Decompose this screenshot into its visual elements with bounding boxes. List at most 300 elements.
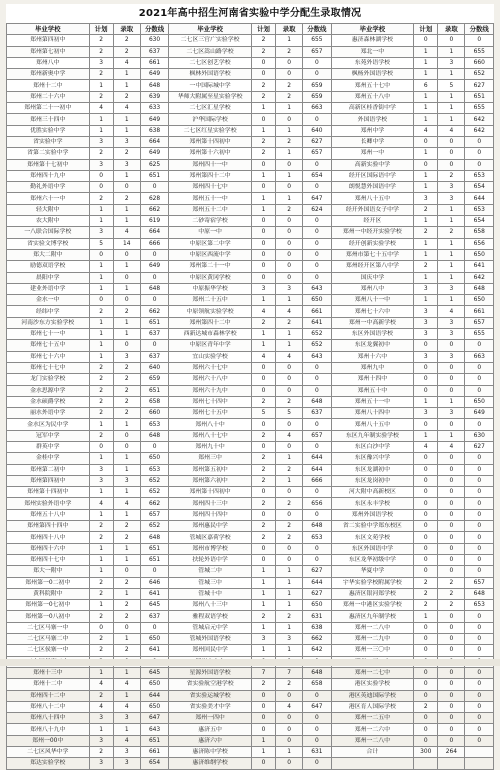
plan-cell: 2	[414, 227, 438, 238]
admitted-cell: 4	[438, 306, 465, 317]
column-header: 分数线	[140, 24, 168, 35]
plan-cell: 5	[251, 408, 275, 419]
score-cell: 0	[465, 713, 494, 724]
school-cell: 惠济森林湖学校	[331, 35, 414, 46]
score-cell: 648	[303, 521, 331, 532]
table-row	[7, 148, 494, 159]
school-cell: 郑州中学	[331, 125, 414, 136]
school-cell: 郑州五十中	[331, 385, 414, 396]
score-cell: 651	[140, 385, 168, 396]
school-cell: 郑州一二九中	[331, 634, 414, 645]
score-cell: 650	[465, 396, 494, 407]
score-cell: 0	[465, 554, 494, 565]
score-cell: 0	[465, 735, 494, 746]
plan-cell: 1	[251, 125, 275, 136]
admitted-cell: 1	[113, 329, 140, 340]
score-cell: 0	[140, 295, 168, 306]
score-cell: 661	[465, 306, 494, 317]
school-cell: 二七区马寨二中	[7, 634, 90, 645]
admitted-cell: 0	[438, 498, 465, 509]
school-cell: 郑州惠民中学	[169, 521, 252, 532]
plan-cell: 1	[89, 351, 113, 362]
school-cell: 郑州八中	[7, 57, 90, 68]
table-row	[7, 487, 494, 498]
school-cell: 郑州四十一中	[169, 159, 252, 170]
admitted-cell: 4	[276, 701, 303, 712]
score-cell: 661	[140, 57, 168, 68]
table-row	[7, 543, 494, 554]
plan-cell: 0	[251, 441, 275, 452]
table-row	[7, 204, 494, 215]
score-cell: 656	[303, 498, 331, 509]
score-cell: 648	[303, 396, 331, 407]
school-cell: 郑州一三〇中	[331, 645, 414, 656]
table-row	[7, 634, 494, 645]
plan-cell: 1	[89, 216, 113, 227]
admitted-cell	[438, 758, 465, 769]
score-cell: 654	[465, 182, 494, 193]
school-cell: 郑州八十四中	[7, 713, 90, 724]
admitted-cell: 2	[113, 600, 140, 611]
admitted-cell: 1	[113, 588, 140, 599]
table-row	[7, 509, 494, 520]
admitted-cell: 2	[276, 498, 303, 509]
plan-cell: 1	[414, 249, 438, 260]
admitted-cell: 264	[438, 747, 465, 758]
plan-cell: 0	[414, 498, 438, 509]
plan-cell: 1	[414, 295, 438, 306]
admitted-cell: 0	[438, 464, 465, 475]
column-header: 分数线	[303, 24, 331, 35]
score-cell: 650	[303, 600, 331, 611]
table-header-row	[7, 24, 494, 35]
admitted-cell: 5	[438, 80, 465, 91]
admitted-cell: 0	[438, 136, 465, 147]
plan-cell: 1	[251, 622, 275, 633]
plan-cell: 1	[89, 340, 113, 351]
admitted-cell: 1	[438, 430, 465, 441]
plan-cell: 0	[414, 713, 438, 724]
school-cell: 郑州第一0二初中	[7, 577, 90, 588]
plan-cell: 0	[251, 374, 275, 385]
plan-cell: 0	[414, 374, 438, 385]
plan-cell: 2	[251, 46, 275, 57]
school-cell: 枫杨外国语学校	[331, 69, 414, 80]
school-cell: 沪华国际学校	[169, 114, 252, 125]
score-cell: 657	[465, 317, 494, 328]
school-cell: 郑州八中	[331, 283, 414, 294]
admitted-cell: 2	[276, 396, 303, 407]
score-cell: 652	[140, 475, 168, 486]
plan-cell: 3	[414, 193, 438, 204]
plan-cell: 2	[251, 430, 275, 441]
admitted-cell: 3	[113, 713, 140, 724]
plan-cell: 2	[251, 679, 275, 690]
plan-cell: 5	[89, 238, 113, 249]
school-cell: 郑州第一0七初中	[7, 600, 90, 611]
school-cell: 东区外国语学校	[331, 329, 414, 340]
admitted-cell: 3	[438, 408, 465, 419]
admitted-cell: 0	[276, 159, 303, 170]
plan-cell: 0	[251, 690, 275, 701]
school-cell: 郑州九十中	[169, 441, 252, 452]
plan-cell: 0	[251, 57, 275, 68]
admitted-cell: 0	[438, 362, 465, 373]
admitted-cell: 1	[276, 600, 303, 611]
school-cell: 郑州四十八中	[7, 532, 90, 543]
plan-cell: 0	[251, 543, 275, 554]
plan-cell: 0	[414, 690, 438, 701]
score-cell: 649	[140, 69, 168, 80]
school-cell: 河大附中高新校区	[331, 487, 414, 498]
plan-cell: 1	[89, 80, 113, 91]
admitted-cell: 0	[276, 69, 303, 80]
school-cell: 郑州五十二中	[169, 204, 252, 215]
admitted-cell: 3	[113, 475, 140, 486]
school-cell: 管城三中	[169, 577, 252, 588]
school-cell: 郑州五十一中	[331, 396, 414, 407]
plan-cell: 0	[89, 295, 113, 306]
plan-cell: 1	[89, 667, 113, 678]
table-row	[7, 351, 494, 362]
score-cell: 0	[303, 690, 331, 701]
score-cell: 655	[465, 46, 494, 57]
school-cell: 郑州十六中	[331, 351, 414, 362]
plan-cell: 0	[251, 487, 275, 498]
school-cell: 郑州四十九中	[7, 170, 90, 181]
table-row	[7, 667, 494, 678]
school-cell: 省二实验中学郑东校区	[331, 521, 414, 532]
plan-cell: 0	[251, 261, 275, 272]
school-cell: 西新达城市森林学校	[169, 329, 252, 340]
admitted-cell: 4	[438, 441, 465, 452]
school-cell: 管城区嘉荷学校	[169, 532, 252, 543]
score-cell: 645	[140, 667, 168, 678]
admitted-cell: 0	[276, 261, 303, 272]
score-cell: 644	[303, 464, 331, 475]
score-cell: 652	[303, 340, 331, 351]
score-cell: 639	[140, 91, 168, 102]
score-cell: 0	[465, 498, 494, 509]
plan-cell	[414, 758, 438, 769]
plan-cell: 2	[89, 645, 113, 656]
school-cell: 郑州一二六中	[331, 724, 414, 735]
column-header: 录取	[438, 24, 465, 35]
school-cell: 经纬中学	[7, 306, 90, 317]
admitted-cell: 1	[438, 46, 465, 57]
score-cell: 648	[303, 667, 331, 678]
admitted-cell: 3	[438, 283, 465, 294]
admitted-cell: 1	[438, 103, 465, 114]
school-cell: 星源外国语学校	[169, 667, 252, 678]
school-cell: 郑州四十二中	[7, 690, 90, 701]
school-cell: 东区龙湖初中	[331, 464, 414, 475]
score-cell: 0	[303, 69, 331, 80]
school-cell: 郑州第四十二中	[169, 170, 252, 181]
school-cell: 郑州六十七中	[169, 362, 252, 373]
school-cell: 郑州六十一中	[7, 193, 90, 204]
admitted-cell: 1	[113, 80, 140, 91]
school-cell: 郑州七十七中	[7, 362, 90, 373]
plan-cell: 0	[251, 701, 275, 712]
admitted-cell: 0	[438, 148, 465, 159]
admitted-cell: 3	[276, 634, 303, 645]
score-cell: 653	[465, 170, 494, 181]
admitted-cell: 2	[438, 170, 465, 181]
admitted-cell: 1	[276, 35, 303, 46]
school-cell: 优胜实验中学	[7, 125, 90, 136]
score-cell: 0	[465, 611, 494, 622]
plan-cell: 1	[251, 600, 275, 611]
plan-cell: 1	[89, 283, 113, 294]
plan-cell: 1	[251, 588, 275, 599]
plan-cell: 0	[89, 249, 113, 260]
score-cell: 655	[465, 329, 494, 340]
admitted-cell: 1	[276, 645, 303, 656]
plan-cell: 2	[89, 46, 113, 57]
school-cell: 中原区第二中学	[169, 238, 252, 249]
plan-cell: 2	[89, 577, 113, 588]
score-cell: 663	[303, 103, 331, 114]
admitted-cell: 1	[276, 148, 303, 159]
plan-cell: 2	[251, 80, 275, 91]
school-cell: 郑达实验学校	[7, 758, 90, 769]
plan-cell: 0	[251, 182, 275, 193]
admitted-cell: 1	[113, 453, 140, 464]
school-cell: 郑州第十七初中	[7, 159, 90, 170]
admitted-cell: 0	[276, 385, 303, 396]
score-cell: 652	[140, 487, 168, 498]
admitted-cell: 0	[276, 758, 303, 769]
plan-cell: 1	[89, 261, 113, 272]
table-row	[7, 69, 494, 80]
school-cell: 郑州十三中	[7, 667, 90, 678]
school-cell: 郑州八十中	[169, 419, 252, 430]
plan-cell: 3	[414, 408, 438, 419]
score-cell: 660	[465, 57, 494, 68]
admitted-cell: 1	[438, 249, 465, 260]
score-cell: 0	[465, 566, 494, 577]
admitted-cell: 0	[438, 690, 465, 701]
score-cell: 0	[465, 487, 494, 498]
school-cell: 高新实验中学	[331, 159, 414, 170]
plan-cell: 2	[414, 701, 438, 712]
school-cell: 冠军中学	[7, 430, 90, 441]
admitted-cell: 0	[276, 362, 303, 373]
table-row	[7, 453, 494, 464]
admitted-cell: 3	[113, 159, 140, 170]
table-row	[7, 419, 494, 430]
school-cell: 郑州第六初中	[169, 475, 252, 486]
score-cell: 640	[140, 362, 168, 373]
plan-cell: 1	[414, 182, 438, 193]
score-cell: 0	[465, 464, 494, 475]
admitted-cell: 2	[113, 385, 140, 396]
plan-cell: 0	[251, 509, 275, 520]
plan-cell: 0	[89, 622, 113, 633]
admitted-cell: 0	[438, 340, 465, 351]
school-cell: 中原一中	[169, 227, 252, 238]
score-cell: 0	[465, 701, 494, 712]
admitted-cell: 4	[113, 57, 140, 68]
school-cell: 郑州市博学校	[169, 543, 252, 554]
plan-cell: 3	[414, 283, 438, 294]
score-cell	[465, 747, 494, 758]
school-cell: 郑州八十五中	[331, 193, 414, 204]
table-row	[7, 747, 494, 758]
school-cell: 郑州四十七中	[169, 182, 252, 193]
school-cell: 二七区创艺学校	[169, 57, 252, 68]
score-cell: 0	[465, 475, 494, 486]
table-row	[7, 35, 494, 46]
table-row	[7, 46, 494, 57]
admitted-cell: 1	[276, 577, 303, 588]
school-cell: 枫林外国语学校	[169, 69, 252, 80]
plan-cell: 300	[414, 747, 438, 758]
plan-cell: 1	[414, 114, 438, 125]
plan-cell: 0	[414, 554, 438, 565]
score-cell: 630	[465, 430, 494, 441]
table-row	[7, 103, 494, 114]
school-cell: 金桂中学	[7, 453, 90, 464]
admitted-cell: 0	[113, 566, 140, 577]
plan-cell: 3	[89, 735, 113, 746]
table-row	[7, 600, 494, 611]
admitted-cell: 2	[113, 193, 140, 204]
plan-cell: 0	[414, 453, 438, 464]
admitted-cell: 1	[113, 170, 140, 181]
score-cell: 638	[140, 125, 168, 136]
admitted-cell: 0	[276, 713, 303, 724]
plan-cell: 0	[414, 667, 438, 678]
plan-cell: 1	[414, 170, 438, 181]
admitted-cell: 1	[113, 634, 140, 645]
school-cell: 郑州十二中	[7, 80, 90, 91]
table-row	[7, 758, 494, 769]
admitted-cell: 3	[438, 317, 465, 328]
plan-cell: 3	[414, 329, 438, 340]
admitted-cell: 1	[113, 554, 140, 565]
score-cell	[465, 758, 494, 769]
plan-cell: 0	[251, 159, 275, 170]
admitted-cell: 2	[276, 80, 303, 91]
admitted-cell: 0	[276, 216, 303, 227]
score-cell: 649	[465, 408, 494, 419]
score-cell: 0	[465, 521, 494, 532]
plan-cell: 2	[251, 532, 275, 543]
school-cell: 高新区桂香街中学	[331, 103, 414, 114]
school-cell: 管城十中	[169, 588, 252, 599]
plan-cell: 1	[251, 566, 275, 577]
admitted-cell: 0	[438, 713, 465, 724]
school-cell: 郑州九中	[331, 362, 414, 373]
school-cell: 中原振华学校	[169, 283, 252, 294]
table-row	[7, 532, 494, 543]
school-cell: 郑大一附中	[7, 566, 90, 577]
plan-cell: 2	[414, 261, 438, 272]
admitted-cell: 3	[113, 758, 140, 769]
table-row	[7, 690, 494, 701]
plan-cell: 2	[89, 521, 113, 532]
school-cell: 省实验航空港学校	[169, 679, 252, 690]
score-cell: 651	[140, 554, 168, 565]
school-cell: 励德双语学校	[7, 261, 90, 272]
school-cell: 金水区为民中学	[7, 419, 90, 430]
score-cell: 628	[140, 193, 168, 204]
score-cell: 0	[303, 735, 331, 746]
plan-cell: 2	[89, 362, 113, 373]
plan-cell: 0	[251, 724, 275, 735]
plan-cell: 2	[89, 532, 113, 543]
column-header: 毕业学校	[7, 24, 90, 35]
admitted-cell: 1	[276, 125, 303, 136]
score-cell: 0	[303, 758, 331, 769]
score-cell: 659	[140, 374, 168, 385]
school-cell: 郑州八十九中	[7, 724, 90, 735]
admitted-cell: 0	[438, 453, 465, 464]
admitted-cell: 0	[276, 374, 303, 385]
score-cell: 650	[465, 295, 494, 306]
score-cell: 666	[303, 475, 331, 486]
admitted-cell: 2	[276, 91, 303, 102]
admitted-cell: 7	[276, 667, 303, 678]
admitted-cell: 2	[276, 464, 303, 475]
table-row	[7, 588, 494, 599]
plan-cell: 1	[89, 125, 113, 136]
score-cell: 637	[140, 46, 168, 57]
plan-cell: 1	[414, 216, 438, 227]
school-cell: 郑州第四十四中	[7, 521, 90, 532]
plan-cell: 0	[251, 238, 275, 249]
table-row	[7, 498, 494, 509]
school-cell: 惠济区九年制学校	[331, 611, 414, 622]
plan-cell: 1	[89, 600, 113, 611]
score-cell: 666	[140, 238, 168, 249]
school-cell: 惠济陈中学校	[169, 747, 252, 758]
score-cell: 650	[140, 453, 168, 464]
admitted-cell: 5	[276, 408, 303, 419]
plan-cell: 0	[414, 136, 438, 147]
score-cell: 662	[303, 634, 331, 645]
plan-cell: 3	[89, 713, 113, 724]
plan-cell: 1	[414, 57, 438, 68]
table-row	[7, 170, 494, 181]
admitted-cell: 2	[113, 611, 140, 622]
score-cell: 0	[140, 249, 168, 260]
admitted-cell: 0	[438, 419, 465, 430]
score-cell: 0	[303, 713, 331, 724]
school-cell: 港区实验学校	[331, 679, 414, 690]
score-cell: 0	[140, 566, 168, 577]
score-cell: 651	[140, 543, 168, 554]
admitted-cell: 3	[276, 283, 303, 294]
plan-cell: 2	[89, 396, 113, 407]
plan-cell: 2	[89, 634, 113, 645]
score-cell: 0	[465, 509, 494, 520]
score-cell: 644	[140, 690, 168, 701]
school-cell: 管城启元中学	[169, 622, 252, 633]
plan-cell: 1	[251, 747, 275, 758]
admitted-cell: 1	[276, 193, 303, 204]
school-cell: 中原区西流中学	[169, 249, 252, 260]
table-row	[7, 125, 494, 136]
table-row	[7, 136, 494, 147]
plan-cell: 0	[251, 758, 275, 769]
plan-cell: 0	[414, 35, 438, 46]
plan-cell: 0	[251, 272, 275, 283]
score-cell: 654	[140, 758, 168, 769]
admitted-cell: 4	[113, 735, 140, 746]
